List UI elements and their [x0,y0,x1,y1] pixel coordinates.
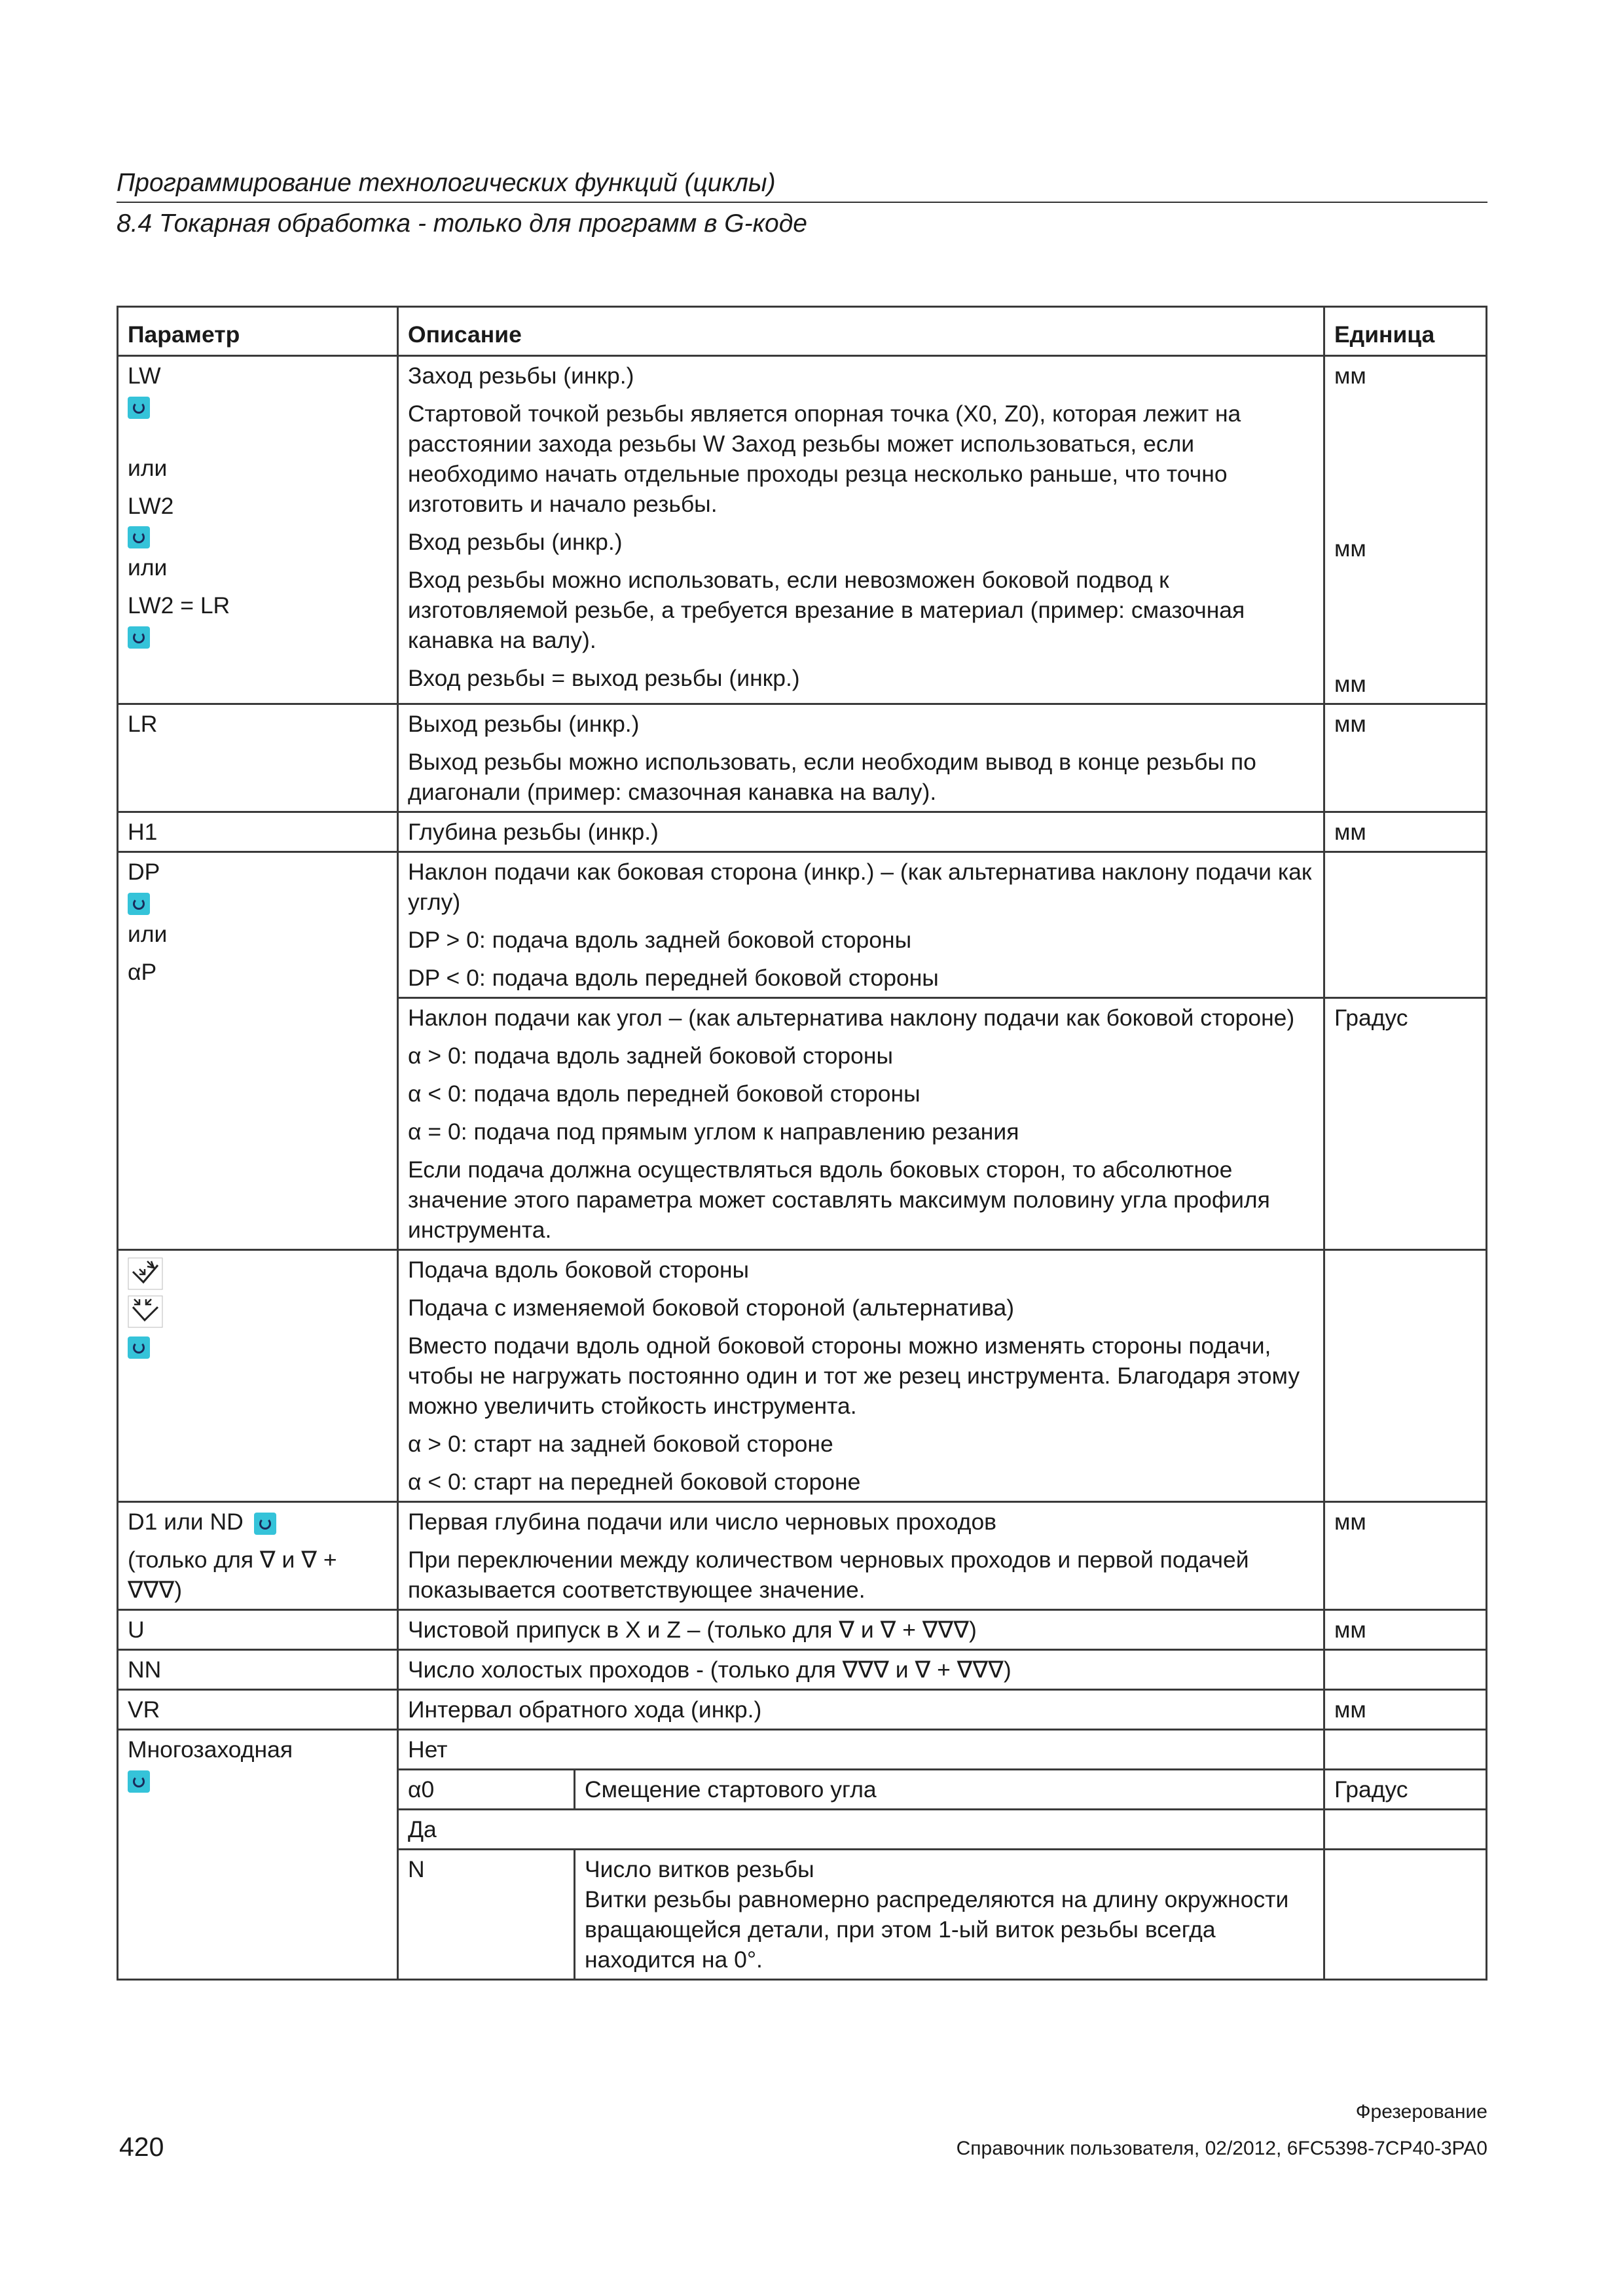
param-d1-nd: D1 или ND [128,1509,244,1535]
table-row [118,852,1487,998]
parameter-cell [118,852,398,1250]
dp-negative: DP < 0: подача вдоль передней боковой стороны [408,965,939,991]
table-header-row [118,307,1487,356]
param-dp: DP [128,859,160,885]
header-divider [117,202,1487,203]
parameter-cell [118,1502,398,1610]
table-row [118,1610,1487,1650]
unit-cell-empty [1324,1730,1487,1770]
param-multistart: Многозаходная [128,1736,293,1763]
unit-lw2-lr: мм [1334,671,1366,697]
unit-cell-empty [1324,1810,1487,1850]
flank-info: Вместо подачи вдоль одной боковой стороны можно изменять стороны подачи, чтобы не нагружать постоянно один и тот же резец инструмента. Благодаря этому можно увеличить стойкость инструмента. [408,1333,1300,1419]
unit-alpha-0: Градус [1324,1770,1487,1810]
desc-vr: Интервал обратного хода (инкр.) [398,1690,1324,1730]
table-row [118,1730,1487,1770]
desc-n: Число витков резьбы [585,1856,814,1882]
param-h1: H1 [118,812,398,852]
param-nn: NN [118,1650,398,1690]
table-row [118,1650,1487,1690]
table-row [118,356,1487,704]
unit-lw2: мм [1334,535,1366,562]
description-cell [398,704,1324,812]
unit-cell-empty [1324,1250,1487,1502]
desc-h1: Глубина резьбы (инкр.) [398,812,1324,852]
option-yes: Да [398,1810,1324,1850]
chapter-title: Программирование технологических функций (циклы) [117,169,776,197]
detail-n: Витки резьбы равномерно распределяются на длину окружности вращающейся детали, при этом 1-ый виток резьбы всегда находится на 0°. [585,1886,1289,1973]
detail-d1: При переключении между количеством черновых проходов и первой подачей показывается соответствующее значение. [408,1547,1249,1603]
unit-u: мм [1324,1610,1487,1650]
unit-lr: мм [1324,704,1487,812]
toggle-icon[interactable] [254,1513,276,1535]
or-label: или [128,920,168,947]
unit-cell [1324,356,1487,704]
flank-positive: α > 0: старт на задней боковой стороне [408,1431,833,1457]
footer-reference: Справочник пользователя, 02/2012, 6FC5398-7CP40-3PA0 [956,2138,1487,2159]
desc-d1: Первая глубина подачи или число черновых проходов [408,1509,997,1535]
single-flank-infeed-icon[interactable] [128,1257,163,1290]
toggle-icon[interactable] [128,397,150,419]
desc-lw2-lr: Вход резьбы = выход резьбы (инкр.) [408,665,800,691]
desc-dp: Наклон подачи как боковая сторона (инкр.) – (как альтернатива наклону подачи как углу) [408,859,1312,915]
unit-lw: мм [1334,363,1366,389]
description-cell [398,852,1324,998]
table-row [118,1250,1487,1502]
detail-lw2: Вход резьбы можно использовать, если невозможен боковой подвод к изготовляемой резьбе, а требуется врезание в материал (пример: смазочная канавка на валу). [408,567,1245,653]
description-cell [398,998,1324,1250]
description-cell [398,1250,1324,1502]
section-title: 8.4 Токарная обработка - только для программ в G-коде [117,209,807,238]
unit-nn [1324,1650,1487,1690]
param-alpha-p: αP [128,958,157,985]
desc-lw: Заход резьбы (инкр.) [408,363,634,389]
parameter-cell [118,1730,398,1980]
toggle-icon[interactable] [128,1336,150,1359]
alpha-zero: α = 0: подача под прямым углом к направлению резания [408,1119,1019,1145]
param-lr: LR [118,704,398,812]
desc-alternating-flank: Подача с изменяемой боковой стороной (альтернатива) [408,1295,1015,1321]
alternating-flank-infeed-icon[interactable] [128,1295,163,1328]
column-header-parameter: Параметр [118,307,398,356]
option-no: Нет [398,1730,1324,1770]
desc-alpha-p: Наклон подачи как угол – (как альтернатива наклону подачи как боковой стороне) [408,1005,1295,1031]
parameter-table [117,306,1487,1981]
unit-cell-empty [1324,852,1487,998]
footer-title: Фрезерование [1355,2101,1487,2123]
param-u: U [118,1610,398,1650]
table-row [118,1502,1487,1610]
or-label: или [128,454,168,481]
column-header-unit: Единица [1324,307,1487,356]
desc-lw2: Вход резьбы (инкр.) [408,529,623,555]
or-label: или [128,554,168,581]
unit-cell-empty [1324,1850,1487,1980]
description-cell [398,356,1324,704]
desc-single-flank: Подача вдоль боковой стороны [408,1257,750,1283]
param-lw2: LW2 [128,492,174,519]
param-lw2-lr: LW2 = LR [128,592,230,619]
alpha-negative: α < 0: подача вдоль передней боковой стороны [408,1081,921,1107]
detail-lr: Выход резьбы можно использовать, если необходим вывод в конце резьбы по диагонали (пример: смазочная канавка на валу). [408,749,1256,805]
unit-vr: мм [1324,1690,1487,1730]
param-vr: VR [118,1690,398,1730]
param-lw: LW [128,363,161,389]
desc-alpha-0: Смещение стартового угла [575,1770,1324,1810]
alpha-positive: α > 0: подача вдоль задней боковой стороны [408,1043,894,1069]
param-alpha-0: α0 [398,1770,575,1810]
param-n: N [398,1850,575,1980]
toggle-icon[interactable] [128,893,150,915]
table-row [118,812,1487,852]
unit-alpha-p: Градус [1324,998,1487,1250]
dp-positive: DP > 0: подача вдоль задней боковой стороны [408,927,912,953]
toggle-icon[interactable] [128,526,150,548]
desc-nn: Число холостых проходов - (только для ∇∇∇ и ∇ + ∇∇∇) [398,1650,1324,1690]
desc-u: Чистовой припуск в X и Z – (только для ∇ и ∇ + ∇∇∇) [398,1610,1324,1650]
param-d1-note: (только для ∇ и ∇ + ∇∇∇) [128,1547,337,1603]
description-cell [575,1850,1324,1980]
table-row [118,704,1487,812]
toggle-icon[interactable] [128,626,150,649]
page-number: 420 [119,2132,164,2162]
alpha-note: Если подача должна осуществляться вдоль боковых сторон, то абсолютное значение этого параметра может составлять максимум половину угла профиля инструмента. [408,1157,1270,1243]
parameter-cell [118,356,398,704]
column-header-description: Описание [398,307,1324,356]
unit-d1: мм [1324,1502,1487,1610]
description-cell [398,1502,1324,1610]
detail-lw: Стартовой точкой резьбы является опорная точка (X0, Z0), которая лежит на расстоянии захода резьбы W Заход резьбы может использоваться, если необходимо начать отдельные проходы резца несколько раньше, что точно изготовить и начало резьбы. [408,401,1241,517]
desc-lr: Выход резьбы (инкр.) [408,711,640,737]
table-row [118,1690,1487,1730]
parameter-cell [118,1250,398,1502]
flank-negative: α < 0: старт на передней боковой стороне [408,1469,861,1495]
unit-h1: мм [1324,812,1487,852]
toggle-icon[interactable] [128,1770,150,1793]
